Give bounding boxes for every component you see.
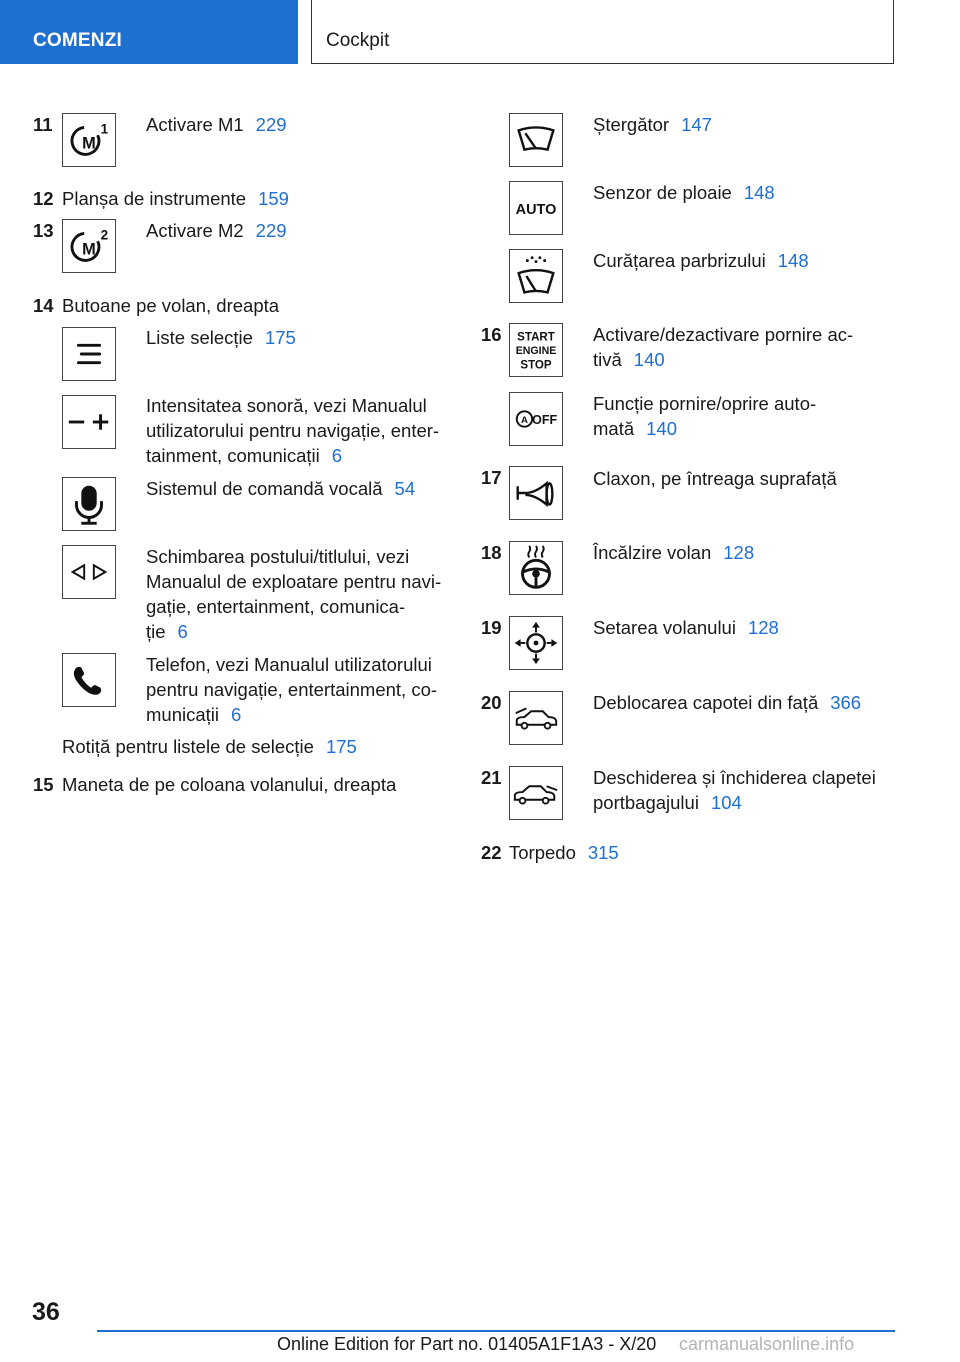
item-number-15: 15 xyxy=(33,774,54,795)
footer-divider xyxy=(97,1330,895,1332)
sub-wheel-page-link[interactable]: 175 xyxy=(325,736,357,757)
svg-text:1: 1 xyxy=(100,121,109,137)
svg-text:AUTO: AUTO xyxy=(515,201,557,218)
rain-sensor-text: Senzor de ploaie 148 xyxy=(593,182,775,203)
svg-text:STOP: STOP xyxy=(520,359,552,372)
sub-phone-page-link[interactable]: 6 xyxy=(231,704,242,725)
item-11-page-link[interactable]: 229 xyxy=(255,114,287,135)
sub-volume-text: Intensitatea sonoră, vezi Manualul utilizatorului pentru navigație, enter- tainment, comunicații 6 xyxy=(146,395,440,466)
item-number-20: 20 xyxy=(481,692,502,713)
item-13-page-link[interactable]: 229 xyxy=(255,220,287,241)
item-15-text: Maneta de pe coloana volanului, dreapta xyxy=(62,774,397,795)
wiper-text: Ștergător 147 xyxy=(593,114,712,135)
auto-start-stop-text: Funcție pornire/oprire auto- mată 140 xyxy=(593,393,817,439)
washer-icon xyxy=(509,249,563,303)
page-number: 36 xyxy=(32,1298,60,1326)
glovebox-page-link[interactable]: 315 xyxy=(587,842,619,863)
item-14-text: Butoane pe volan, dreapta xyxy=(62,295,280,316)
item-number-11: 11 xyxy=(33,114,53,135)
section-tab xyxy=(0,0,298,64)
hood-release-text: Deblocarea capotei din față 366 xyxy=(593,692,862,713)
m2-mode-icon xyxy=(62,219,116,273)
item-number-12: 12 xyxy=(33,188,54,209)
item-12-text: Planșa de instrumente 159 xyxy=(62,188,289,209)
sub-wheel-text: Rotiță pentru listele de selecție 175 xyxy=(62,736,357,757)
sub-voice-text: Sistemul de comandă vocală 54 xyxy=(146,478,416,499)
item-11-text: Activare M1 229 xyxy=(146,114,287,135)
m1-mode-icon xyxy=(62,113,116,167)
item-number-14: 14 xyxy=(33,295,54,316)
phone-icon xyxy=(62,653,116,707)
washer-text: Curățarea parbrizului 148 xyxy=(593,250,809,271)
rain-sensor-icon xyxy=(509,181,563,235)
item-number-16: 16 xyxy=(481,324,502,345)
horn-icon xyxy=(509,466,563,520)
item-number-17: 17 xyxy=(481,467,502,488)
wiper-page-link[interactable]: 147 xyxy=(681,114,712,135)
tailgate-icon xyxy=(509,766,563,820)
prev-next-icon xyxy=(62,545,116,599)
start-stop-page-link[interactable]: 140 xyxy=(633,349,665,370)
wiper-icon xyxy=(509,113,563,167)
footer-edition: Online Edition for Part no. 01405A1F1A3 - X/20 carmanualsonline.info xyxy=(277,1334,855,1354)
item-13-text: Activare M2 229 xyxy=(146,220,287,241)
sub-station-text: Schimbarea postului/titlului, vezi Manualul de exploatare pentru navi- gație, entertainment, comunica- ție 6 xyxy=(146,546,442,642)
sub-phone-text: Telefon, vezi Manualul utilizatorului pentru navigație, entertainment, co- municații 6 xyxy=(146,654,438,725)
steering-heat-text: Încălzire volan 128 xyxy=(593,542,755,563)
section-title: COMENZI xyxy=(33,30,123,51)
sub-list-page-link[interactable]: 175 xyxy=(264,327,296,348)
sub-voice-page-link[interactable]: 54 xyxy=(394,478,416,499)
chapter-title: Cockpit xyxy=(326,30,390,51)
svg-text:A: A xyxy=(520,414,528,426)
item-number-13: 13 xyxy=(33,220,54,241)
tailgate-text: Deschiderea și închiderea clapetei portbagajului 104 xyxy=(593,767,876,813)
svg-text:OFF: OFF xyxy=(532,412,558,427)
microphone-icon xyxy=(62,477,116,531)
start-stop-icon xyxy=(509,323,563,377)
volume-plus-minus-icon xyxy=(62,395,116,449)
steering-adjust-page-link[interactable]: 128 xyxy=(747,617,779,638)
sub-volume-page-link[interactable]: 6 xyxy=(331,445,343,466)
horn-text: Claxon, pe întreaga suprafață xyxy=(593,468,837,489)
svg-text:M: M xyxy=(82,240,96,259)
tailgate-page-link[interactable]: 104 xyxy=(710,792,742,813)
svg-text:2: 2 xyxy=(100,227,109,243)
item-number-22: 22 xyxy=(481,842,502,863)
item-number-18: 18 xyxy=(481,542,502,563)
steering-heat-icon xyxy=(509,541,563,595)
footer-watermark: carmanualsonline.info xyxy=(679,1334,855,1354)
auto-start-stop-off-icon xyxy=(509,392,563,446)
hood-release-page-link[interactable]: 366 xyxy=(830,692,862,713)
steering-adjust-text: Setarea volanului 128 xyxy=(593,617,779,638)
item-number-19: 19 xyxy=(481,617,502,638)
hood-release-icon xyxy=(509,691,563,745)
list-icon xyxy=(62,327,116,381)
chapter-box xyxy=(311,0,894,64)
steering-adjust-icon xyxy=(509,616,563,670)
item-number-21: 21 xyxy=(481,767,502,788)
auto-start-stop-page-link[interactable]: 140 xyxy=(646,418,678,439)
glovebox-text: Torpedo 315 xyxy=(509,842,619,863)
item-12-page-link[interactable]: 159 xyxy=(258,188,289,209)
svg-text:M: M xyxy=(82,134,96,153)
start-stop-text: Activare/dezactivare pornire ac- tivă 140 xyxy=(593,324,854,370)
svg-text:START: START xyxy=(517,331,555,344)
sub-station-page-link[interactable]: 6 xyxy=(177,621,188,642)
steering-heat-page-link[interactable]: 128 xyxy=(723,542,755,563)
rain-sensor-page-link[interactable]: 148 xyxy=(743,182,775,203)
washer-page-link[interactable]: 148 xyxy=(777,250,809,271)
sub-list-text: Liste selecție 175 xyxy=(146,327,296,348)
svg-text:ENGINE: ENGINE xyxy=(515,344,557,357)
